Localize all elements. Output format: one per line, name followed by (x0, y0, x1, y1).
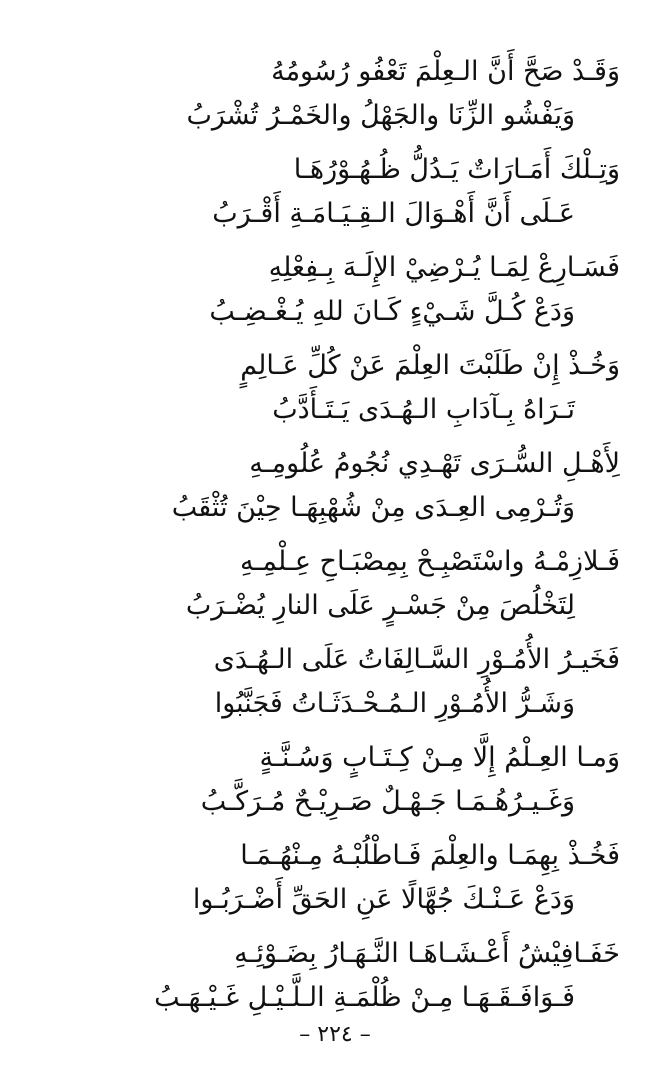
verse-first-hemistich: وَتِـلْكَ أَمَـارَاتٌ يَـدُلُّ ظُـهُـوْرُهَـا (293, 154, 620, 185)
verse-first-hemistich: وَمـا العِـلْمُ إِلَّا مِـنْ كِـتَـابٍ وَسُـنَّـةٍ (259, 742, 620, 773)
verse-second-hemistich: وَدَعْ عَـنْـكَ جُهَّالًا عَنِ الحَقِّ أَضْـرَبُـوا (192, 884, 575, 915)
verse-second-hemistich: وَغَـيـرُهُـمَـا جَـهْـلٌ صَـرِيْـحٌ مُـرَكَّـبُ (200, 786, 575, 817)
verse-second-hemistich: فَـوَافَـقَـهَـا مِـنْ ظُلْمَـةِ الـلَّـيْـلِ غَـيْـهَـبُ (154, 982, 575, 1013)
verse (60, 738, 620, 836)
verse-first-hemistich: وَقَـدْ صَحَّ أَنَّ الـعِلْمَ تَعْفُو رُسُومُهُ (271, 56, 620, 87)
verse-second-hemistich: وَيَفْشُو الزِّنَا والجَهْلُ والخَمْـرُ تُشْرَبُ (186, 100, 575, 131)
verse-first-hemistich: لِأَهْـلِ السُّـرَى تَهْـدِي نُجُومُ عُلُومِـهِ (249, 448, 620, 479)
verse-first-hemistich: فَـلازِمْـهُ واسْتَصْبِـحْ بِمِصْبَـاحِ عِـلْمِـهِ (240, 546, 620, 577)
verse-first-hemistich: خَفَـافِيْشُ أَعْـشَـاهَـا النَّـهَـارُ بِضَـوْئِـهِ (234, 938, 620, 969)
verse (60, 934, 620, 1032)
verse (60, 52, 620, 150)
verse (60, 150, 620, 248)
verse (60, 248, 620, 346)
verse-second-hemistich: تَـرَاهُ بِـآدَابِ الـهُـدَى يَـتَـأَدَّبُ (272, 394, 575, 425)
verse-second-hemistich: عَـلَى أَنَّ أَهْـوَالَ الـقِـيَـامَـةِ أَقْـرَبُ (212, 198, 575, 229)
verse-second-hemistich: لِتَخْلُصَ مِنْ جَسْـرٍ عَلَى النارِ يُضْـرَبُ (185, 590, 575, 621)
verse-first-hemistich: فَخُـذْ بِهِمَـا والعِلْمَ فَـاطْلُبْـهُ مِـنْهُـمَـا (240, 840, 620, 871)
verse-second-hemistich: وَشَـرُّ الأُمُـوْرِ الـمُـحْـدَثَـاتُ فَجَنَّبُوا (214, 688, 575, 719)
verse (60, 640, 620, 738)
verse (60, 542, 620, 640)
page-number: – ٢٢٤ – (299, 1022, 371, 1047)
verse (60, 444, 620, 542)
verse-first-hemistich: فَسَـارِعْ لِمَـا يُـرْضِيْ الإِلَـهَ بِـفِعْلِهِ (268, 252, 620, 283)
verse (60, 346, 620, 444)
verse-first-hemistich: وَخُـذْ إِنْ طَلَبْتَ العِلْمَ عَنْ كُلِّ عَـالِمٍ (240, 350, 620, 381)
verse-first-hemistich: فَخَيـرُ الأُمُـوْرِ السَّـالِفَاتُ عَلَى الـهُـدَى (213, 644, 620, 675)
verse-second-hemistich: وَتُـرْمِى العِـدَى مِنْ شُهْبِهَـا حِيْنَ تُثْقَبُ (171, 492, 575, 523)
verse (60, 836, 620, 934)
poem (60, 52, 620, 1032)
verse-second-hemistich: وَدَعْ كُـلَّ شَـيْءٍ كَـانَ للهِ يُـغْـضِـبُ (209, 296, 575, 327)
